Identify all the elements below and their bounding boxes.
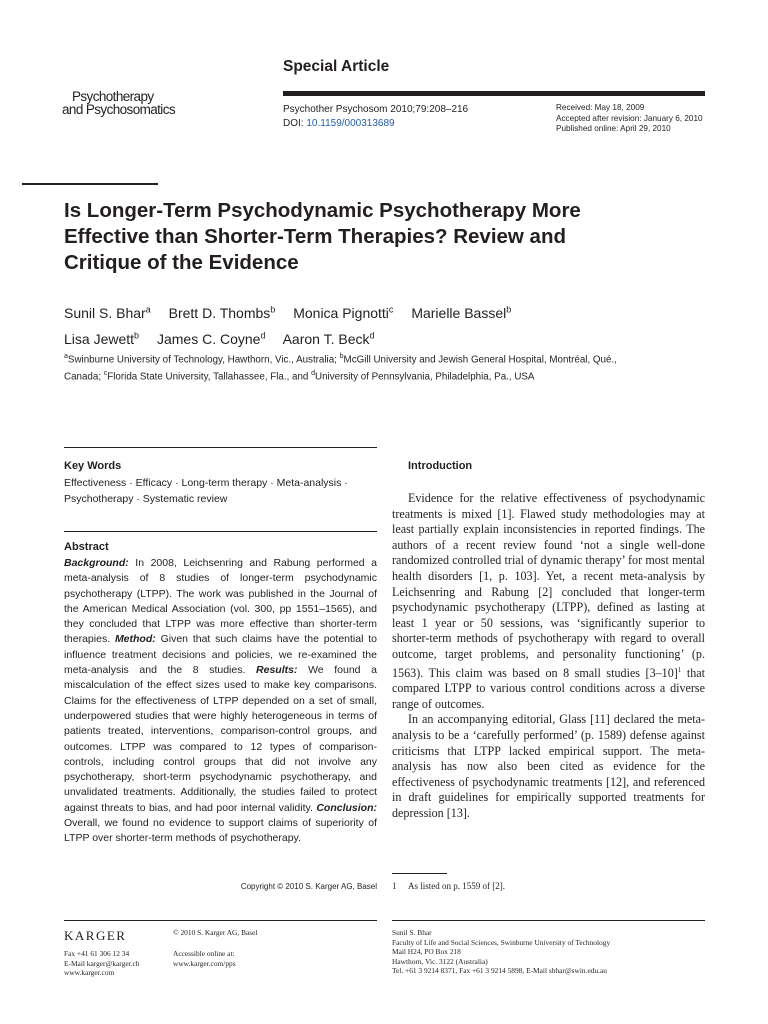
online-access: [173, 949, 236, 968]
footer-copyright: © 2010 S. Karger AG, Basel: [173, 928, 258, 937]
abstract-rule: [64, 531, 377, 532]
introduction-text: [392, 491, 705, 822]
journal-logo: [62, 90, 252, 116]
correspondence-line: Mail H24, PO Box 218: [392, 947, 461, 957]
published-date: Published online: April 29, 2010: [556, 124, 671, 133]
article-title: Is Longer-Term Psychodynamic Psychotherapy More Effective than Shorter-Term Therapies? Review and Critique of the Evidence: [64, 199, 581, 274]
intro-paragraph-2: In an accompanying editorial, Glass [11] declared the meta-analysis to be a ‘carefully performed’ (p. 1589) defense against criticisms that LTPP lacked empirical support. The meta-analysis has now also been cited as evidence for the effectiveness of psychodynamic treatments [12], and referenced in draft guidelines for empirically supported treatments for depression [13].: [392, 712, 705, 820]
author: Marielle Bassel$^b$: [411, 304, 512, 321]
affiliations: $^a$Swinburne University of Technology, Hawthorn, Vic., Australia; $^b$McGill University and Jewish General Hospital, Montréal, Qué., Canada; $^c$Florida State University, Tallahassee, Fla., and $^d$University of Pennsylvania, Philadelphia, Pa., USA: [64, 353, 617, 383]
online-access-url[interactable]: www.karger.com/pps: [173, 958, 236, 968]
keywords-rule: [64, 447, 377, 448]
doi-line: [283, 117, 468, 131]
author: Sunil S. Bhar$^a$: [64, 304, 151, 321]
publisher-contact: [64, 949, 139, 978]
introduction-heading: Introduction: [408, 460, 473, 472]
publisher-fax: Fax +41 61 306 12 34: [64, 949, 130, 958]
online-access-label: Accessible online at:: [173, 949, 235, 958]
journal-logo-line1: Psychotherapy: [72, 89, 154, 104]
intro-paragraph-1: Evidence for the relative effectiveness of psychodynamic treatments is mixed [1]. Flawed study methodologies may at least partially explain inconsistencies in reported findings. The authors of a recent review found ‘not a single well-done randomized controlled trial of dynamic therapy’ for most mental health disorders [1, p. 103]. Yet, a recent meta-analysis by Leichsenring and Rabung [2] concluded that longer-term psychodynamic psychotherapy (LTPP), defined as lasting at least 1 year or 50 sessions, was ‘significantly superior to shorter-term methods of psychotherapy with regard to overall outcome, target problems, and personality functioning’ (p. 1563). This claim was based on 8 small studies $[3-10]^1$ that compared LTPP to various control conditions across a diverse range of outcomes.: [392, 491, 705, 711]
correspondence-line: Faculty of Life and Social Sciences, Swinburne University of Technology: [392, 937, 611, 947]
abstract-heading: Abstract: [64, 541, 109, 553]
author-list: [64, 298, 624, 351]
dates-block: [556, 103, 703, 135]
citation-block: [283, 103, 468, 131]
footnote: 1 As listed on p. 1559 of [2].: [392, 881, 505, 891]
publisher-website[interactable]: www.karger.com: [64, 968, 115, 978]
correspondence-line: Hawthorn, Vic. 3122 (Australia): [392, 956, 488, 966]
footer-rule-left: [64, 920, 377, 921]
journal-logo-line2: and Psychosomatics: [62, 102, 176, 117]
abstract-text: Background: In 2008, Leichsenring and Rabung performed a meta-analysis of 8 studies of longer-term psychodynamic psychotherapy (LTPP). The work was published in the Journal of the American Medical Association (vol. 300, pp 1551–1565), and they concluded that LTPP was more effective than shorter-term therapies. Method: Given that such claims have the potential to influence treatment decisions and policies, we re-examined the meta-analysis and the 8 studies. Results: We found a miscalculation of the effect sizes used to make key comparisons. Claims for the effectiveness of LTPP depended on a set of small, underpowered studies that were highly heterogeneous in terms of patients treated, interventions, comparison-control groups, and outcomes. LTPP was compared to 12 types of comparison-controls, including control groups that did not involve any psychotherapy, short-term psychodynamic psychotherapy, and unvalidated treatments. Additionally, the studies failed to protect against threats to bias, and had poor internal validity. Conclusion: Overall, we found no evidence to support claims of superiority of LTPP over shorter-term methods of psychotherapy.: [64, 557, 377, 845]
section-label: Special Article: [283, 58, 390, 75]
keywords-text: Effectiveness · Efficacy · Long-term therapy · Meta-analysis · Psychotherapy · Systematic review: [64, 477, 348, 505]
header-rule: [283, 91, 705, 96]
keywords-heading: Key Words: [64, 460, 122, 472]
publisher-logo: KARGER: [64, 928, 127, 943]
publisher-email[interactable]: E-Mail karger@karger.ch: [64, 958, 140, 968]
footer-rule-right: [392, 920, 705, 921]
author: Brett D. Thombs$^b$: [168, 304, 276, 321]
received-date: Received: May 18, 2009: [556, 103, 645, 112]
accepted-date: Accepted after revision: January 6, 2010: [556, 113, 703, 123]
title-rule: [22, 183, 158, 185]
author: James C. Coyne$^d$: [156, 330, 266, 348]
doi-link[interactable]: 10.1159/000313689: [306, 118, 395, 129]
correspondence-block: [392, 928, 610, 976]
author: Monica Pignotti$^c$: [293, 304, 394, 321]
citation: Psychother Psychosom 2010;79:208–216: [283, 104, 469, 115]
author: Lisa Jewett$^b$: [64, 330, 140, 348]
correspondence-line: Tel. +61 3 9214 8371, Fax +61 3 9214 5898, E-Mail sbhar@swin.edu.au: [392, 966, 607, 976]
doi-prefix: DOI:: [283, 118, 307, 129]
author: Aaron T. Beck$^d$: [282, 330, 375, 348]
footnote-rule: [392, 873, 447, 874]
correspondence-name: Sunil S. Bhar: [392, 928, 432, 937]
abstract-copyright: Copyright © 2010 S. Karger AG, Basel: [240, 882, 377, 891]
